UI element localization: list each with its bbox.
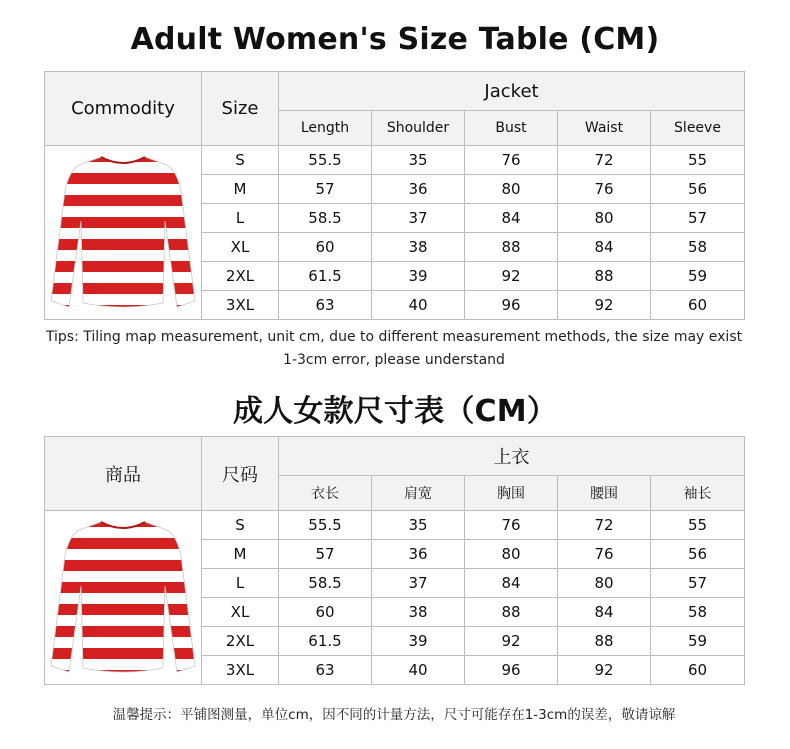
value-cell: 58 bbox=[651, 598, 745, 627]
size-cell: M bbox=[202, 175, 279, 204]
value-cell: 63 bbox=[279, 291, 372, 320]
striped-shirt-icon bbox=[49, 516, 197, 680]
size-cell: XL bbox=[202, 233, 279, 262]
value-cell: 58.5 bbox=[279, 204, 372, 233]
value-cell: 80 bbox=[465, 175, 558, 204]
size-cell: 2XL bbox=[202, 627, 279, 656]
value-cell: 92 bbox=[558, 656, 651, 685]
value-cell: 72 bbox=[558, 146, 651, 175]
value-cell: 56 bbox=[651, 540, 745, 569]
value-cell: 56 bbox=[651, 175, 745, 204]
value-cell: 60 bbox=[651, 291, 745, 320]
value-cell: 57 bbox=[279, 175, 372, 204]
column-header: Bust bbox=[465, 111, 558, 146]
value-cell: 36 bbox=[372, 540, 465, 569]
product-image bbox=[45, 511, 202, 685]
value-cell: 92 bbox=[465, 627, 558, 656]
page-title-zh: 成人女款尺寸表（CM） bbox=[232, 394, 558, 429]
value-cell: 63 bbox=[279, 656, 372, 685]
table-row bbox=[45, 511, 745, 540]
value-cell: 76 bbox=[465, 511, 558, 540]
value-cell: 55 bbox=[651, 146, 745, 175]
striped-shirt-icon bbox=[49, 151, 197, 315]
size-header: Size bbox=[202, 72, 279, 146]
size-cell: 2XL bbox=[202, 262, 279, 291]
column-header: Sleeve bbox=[651, 111, 745, 146]
value-cell: 60 bbox=[279, 598, 372, 627]
size-cell: XL bbox=[202, 598, 279, 627]
value-cell: 61.5 bbox=[279, 262, 372, 291]
value-cell: 38 bbox=[372, 598, 465, 627]
value-cell: 59 bbox=[651, 262, 745, 291]
column-header: 腰围 bbox=[558, 476, 651, 511]
group-header: Jacket bbox=[279, 72, 745, 111]
size-cell: L bbox=[202, 204, 279, 233]
value-cell: 80 bbox=[558, 204, 651, 233]
size-header: 尺码 bbox=[202, 437, 279, 511]
value-cell: 59 bbox=[651, 627, 745, 656]
value-cell: 76 bbox=[558, 175, 651, 204]
value-cell: 60 bbox=[651, 656, 745, 685]
value-cell: 60 bbox=[279, 233, 372, 262]
value-cell: 55.5 bbox=[279, 146, 372, 175]
value-cell: 88 bbox=[558, 627, 651, 656]
value-cell: 37 bbox=[372, 204, 465, 233]
value-cell: 88 bbox=[465, 598, 558, 627]
value-cell: 84 bbox=[558, 598, 651, 627]
value-cell: 36 bbox=[372, 175, 465, 204]
value-cell: 84 bbox=[465, 204, 558, 233]
commodity-header: 商品 bbox=[45, 437, 202, 511]
column-header: Shoulder bbox=[372, 111, 465, 146]
value-cell: 76 bbox=[465, 146, 558, 175]
column-header: 袖长 bbox=[651, 476, 745, 511]
value-cell: 80 bbox=[558, 569, 651, 598]
value-cell: 76 bbox=[558, 540, 651, 569]
size-table-en bbox=[44, 71, 745, 320]
value-cell: 57 bbox=[651, 569, 745, 598]
value-cell: 80 bbox=[465, 540, 558, 569]
size-cell: 3XL bbox=[202, 656, 279, 685]
size-cell: M bbox=[202, 540, 279, 569]
value-cell: 88 bbox=[465, 233, 558, 262]
tips-en: Tips: Tiling map measurement, unit cm, due to different measurement methods, the size may exist 1-3cm error, please understand bbox=[45, 329, 743, 368]
value-cell: 39 bbox=[372, 262, 465, 291]
value-cell: 92 bbox=[558, 291, 651, 320]
size-cell: 3XL bbox=[202, 291, 279, 320]
value-cell: 37 bbox=[372, 569, 465, 598]
column-header: Waist bbox=[558, 111, 651, 146]
value-cell: 84 bbox=[558, 233, 651, 262]
value-cell: 96 bbox=[465, 656, 558, 685]
column-header: Length bbox=[279, 111, 372, 146]
value-cell: 40 bbox=[372, 291, 465, 320]
value-cell: 84 bbox=[465, 569, 558, 598]
column-header: 胸围 bbox=[465, 476, 558, 511]
group-header: 上衣 bbox=[279, 437, 745, 476]
value-cell: 58.5 bbox=[279, 569, 372, 598]
value-cell: 40 bbox=[372, 656, 465, 685]
size-cell: S bbox=[202, 146, 279, 175]
column-header: 衣长 bbox=[279, 476, 372, 511]
value-cell: 38 bbox=[372, 233, 465, 262]
product-image bbox=[45, 146, 202, 320]
size-cell: S bbox=[202, 511, 279, 540]
value-cell: 35 bbox=[372, 146, 465, 175]
table-row bbox=[45, 146, 745, 175]
value-cell: 39 bbox=[372, 627, 465, 656]
value-cell: 88 bbox=[558, 262, 651, 291]
value-cell: 72 bbox=[558, 511, 651, 540]
value-cell: 55 bbox=[651, 511, 745, 540]
value-cell: 55.5 bbox=[279, 511, 372, 540]
column-header: 肩宽 bbox=[372, 476, 465, 511]
size-cell: L bbox=[202, 569, 279, 598]
tips-zh: 温馨提示：平铺图测量，单位cm，因不同的计量方法，尺寸可能存在1-3cm的误差，敬请谅解 bbox=[112, 707, 676, 723]
value-cell: 57 bbox=[279, 540, 372, 569]
value-cell: 61.5 bbox=[279, 627, 372, 656]
commodity-header: Commodity bbox=[45, 72, 202, 146]
value-cell: 92 bbox=[465, 262, 558, 291]
value-cell: 96 bbox=[465, 291, 558, 320]
size-table-zh bbox=[44, 436, 745, 685]
page-title-en: Adult Women's Size Table (CM) bbox=[130, 22, 660, 57]
value-cell: 35 bbox=[372, 511, 465, 540]
value-cell: 58 bbox=[651, 233, 745, 262]
value-cell: 57 bbox=[651, 204, 745, 233]
